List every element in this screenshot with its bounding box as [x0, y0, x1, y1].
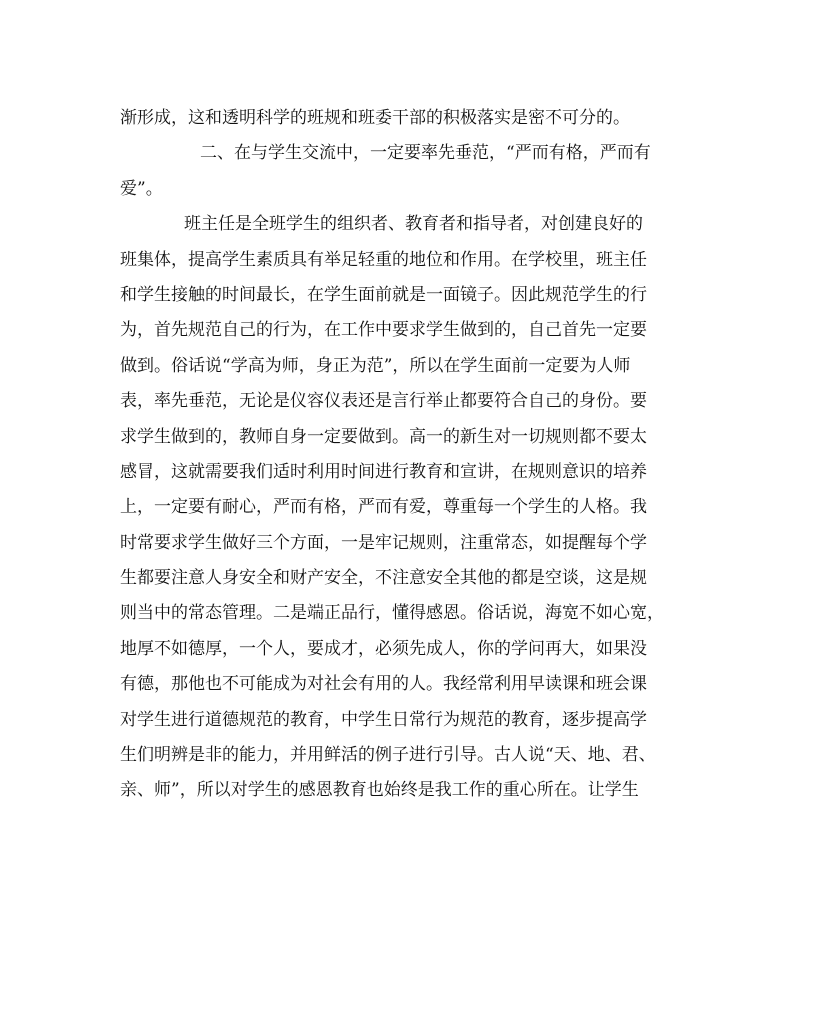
section-heading-line: 二、在与学生交流中，一定要率先垂范，“严而有格，严而有	[200, 143, 651, 164]
text-line: 则当中的常态管理。二是端正品行，懂得感恩。俗话说，海宽不如心宽，	[120, 603, 664, 624]
text-line: 上，一定要有耐心，严而有格，严而有爱，尊重每一个学生的人格。我	[120, 497, 647, 518]
section-heading-line: 爱”。	[120, 178, 163, 199]
text-line: 对学生进行道德规范的教育，中学生日常行为规范的教育，逐步提高学	[120, 709, 647, 730]
text-line: 感冒，这就需要我们适时利用时间进行教育和宣讲，在规则意识的培养	[120, 461, 647, 482]
paragraph-first-line: 班主任是全班学生的组织者、教育者和指导者，对创建良好的	[184, 214, 643, 235]
body-text	[120, 101, 696, 809]
text-line: 求学生做到的，教师自身一定要做到。高一的新生对一切规则都不要太	[120, 426, 647, 447]
text-line: 为，首先规范自己的行为，在工作中要求学生做到的，自己首先一定要	[120, 320, 647, 341]
text-line: 有德，那他也不可能成为对社会有用的人。我经常利用早读课和班会课	[120, 674, 647, 695]
text-line: 班集体，提高学生素质具有举足轻重的地位和作用。在学校里，班主任	[120, 249, 647, 270]
text-line: 时常要求学生做好三个方面，一是牢记规则，注重常态，如提醒每个学	[120, 532, 647, 553]
text-line: 亲、师”，所以对学生的感恩教育也始终是我工作的重心所在。让学生	[120, 780, 639, 801]
text-line: 做到。俗话说“学高为师，身正为范”，所以在学生面前一定要为人师	[120, 355, 631, 376]
text-line: 表，率先垂范，无论是仪容仪表还是言行举止都要符合自己的身份。要	[120, 391, 647, 412]
text-line: 生都要注意人身安全和财产安全，不注意安全其他的都是空谈，这是规	[120, 568, 647, 589]
text-line: 渐形成，这和透明科学的班规和班委干部的积极落实是密不可分的。	[120, 108, 630, 128]
text-line: 和学生接触的时间最长，在学生面前就是一面镜子。因此规范学生的行	[120, 284, 647, 305]
text-line: 生们明辨是非的能力，并用鲜活的例子进行引导。古人说“天、地、君、	[120, 745, 656, 766]
text-line: 地厚不如德厚，一个人，要成才，必须先成人，你的学问再大，如果没	[120, 638, 647, 659]
